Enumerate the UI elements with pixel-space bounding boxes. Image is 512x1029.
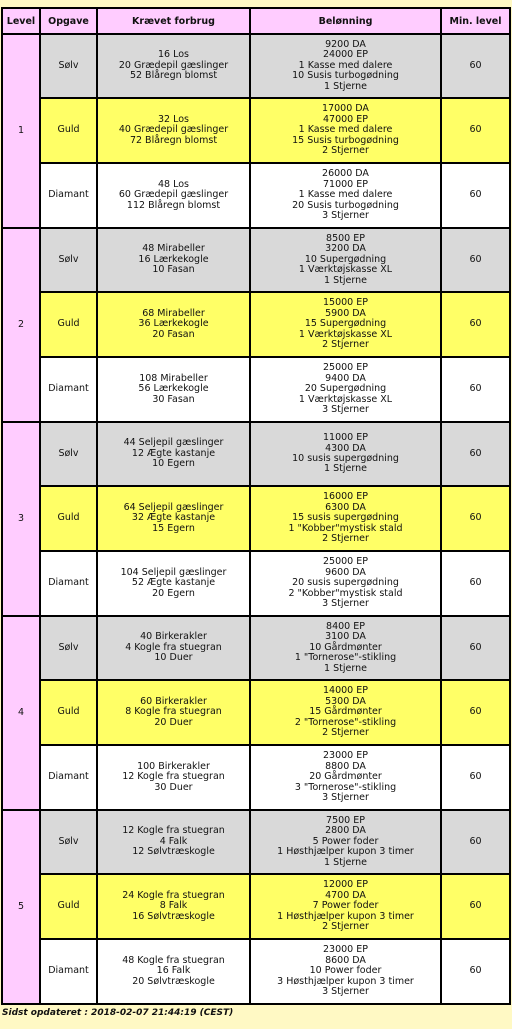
min-level-cell: 60 [442,99,509,162]
required-consumption-cell-line: 48 Kogle fra stuegran [122,954,225,966]
min-level-cell: 60 [442,487,509,550]
table-row [3,423,509,485]
table-row [3,293,509,356]
required-consumption-cell-line: 32 Los [158,113,189,125]
min-level-cell: 60 [442,811,509,873]
min-level-cell: 60 [442,552,509,615]
table-row [3,487,509,550]
table-row [3,35,509,97]
table-row [3,811,509,873]
reward-cell-line: 15 Supergødning [304,318,387,330]
task-table [1,7,511,1005]
reward-cell-line: 1 Værktøjskasse XL [298,328,393,340]
reward-cell-line: 3 Stjerner [322,210,369,222]
required-consumption-cell-line: 104 Seljepil gæslinger [120,566,227,578]
reward-cell-line: 17000 DA [322,103,369,115]
required-consumption-cell [98,99,249,162]
required-consumption-cell-line: 112 Blåregn blomst [126,199,221,211]
required-consumption-cell-line: 16 Sølvtræskogle [132,910,215,922]
required-consumption-cell-line: 44 Seljepil gæslinger [123,437,224,449]
reward-cell-line: 6300 DA [325,501,366,513]
reward-cell-line: 3 Stjerner [322,792,369,804]
required-consumption-cell [98,746,249,809]
required-consumption-cell [98,875,249,938]
required-consumption-cell [98,358,249,421]
table-row [3,617,509,679]
table-row [3,552,509,615]
min-level-cell: 60 [442,681,509,744]
reward-cell [251,552,440,615]
task-type-cell: Sølv [41,35,96,97]
reward-cell-line: 1 Kasse med dalere [298,124,393,136]
table-row [3,940,509,1003]
task-type-cell: Guld [41,487,96,550]
reward-cell-line: 20 Supergødning [304,383,387,395]
task-type-cell: Guld [41,293,96,356]
task-type-cell: Guld [41,875,96,938]
task-type-cell: Diamant [41,358,96,421]
min-level-cell: 60 [442,940,509,1003]
required-consumption-cell-line: 12 Kogle fra stuegran [122,771,225,783]
reward-cell-line: 2 "Kobber"mystisk stald [288,587,403,599]
required-consumption-cell-line: 108 Mirabeller [139,372,208,384]
required-consumption-cell-line: 20 Egern [152,587,195,599]
required-consumption-cell-line: 12 Sølvtræskogle [132,846,215,858]
required-consumption-cell-line: 10 Egern [152,458,195,470]
reward-cell-line: 71000 EP [323,178,368,190]
task-table-body [3,35,509,1003]
required-consumption-cell-line: 60 Birkerakler [140,695,207,707]
header-opgave: Opgave [41,9,96,33]
reward-cell-line: 20 susis supergødning [292,577,399,589]
required-consumption-cell-line: 40 Grædepil gæslinger [118,124,229,136]
header-row [3,9,509,33]
reward-cell-line: 8400 EP [326,620,365,632]
reward-cell-line: 2 Stjerner [322,145,369,157]
reward-cell-line: 12000 EP [323,879,368,891]
reward-cell-line: 47000 EP [323,113,368,125]
reward-cell-line: 2 Stjerner [322,921,369,933]
last-updated: Sidst opdateret : 2018-02-07 21:44:19 (CEST) [2,1008,234,1018]
required-consumption-cell-line: 32 Ægte kastanje [131,512,216,524]
level-cell: 2 [3,229,39,421]
reward-cell [251,99,440,162]
reward-cell-line: 4700 DA [325,889,366,901]
reward-cell-line: 26000 DA [322,168,369,180]
reward-cell-line: 10 Susis turbogødning [292,70,399,82]
reward-cell [251,875,440,938]
level-cell: 4 [3,617,39,809]
reward-cell-line: 1 Værktøjskasse XL [298,393,393,405]
reward-cell-line: 1 "Kobber"mystisk stald [288,522,403,534]
required-consumption-cell [98,229,249,291]
task-type-cell: Diamant [41,940,96,1003]
level-cell: 5 [3,811,39,1003]
min-level-cell: 60 [442,617,509,679]
required-consumption-cell-line: 56 Lærkekogle [138,383,209,395]
reward-cell [251,681,440,744]
reward-cell-line: 1 Stjerne [324,662,367,674]
reward-cell [251,746,440,809]
reward-cell-line: 20 Gårdmønter [309,771,382,783]
required-consumption-cell-line: 64 Seljepil gæslinger [123,501,224,513]
reward-cell-line: 2 "Tornerose"-stikling [294,716,397,728]
required-consumption-cell-line: 52 Ægte kastanje [131,577,216,589]
required-consumption-cell-line: 100 Birkerakler [137,760,210,772]
required-consumption-cell-line: 15 Egern [152,522,195,534]
reward-cell [251,35,440,97]
reward-cell-line: 2800 DA [325,825,366,837]
reward-cell [251,293,440,356]
reward-cell-line: 1 Stjerne [324,463,367,475]
required-consumption-cell-line: 16 Falk [156,965,191,977]
task-type-cell: Diamant [41,552,96,615]
header-level: Level [3,9,39,33]
task-type-cell: Sølv [41,811,96,873]
reward-cell-line: 24000 EP [323,49,368,61]
task-type-cell: Guld [41,99,96,162]
required-consumption-cell-line: 20 Duer [154,716,193,728]
reward-cell-line: 1 Høsthjælper kupon 3 timer [277,846,414,858]
reward-cell-line: 15 Gårdmønter [309,706,382,718]
required-consumption-cell-line: 40 Birkerakler [140,631,207,643]
reward-cell-line: 20 Susis turbogødning [292,199,399,211]
reward-cell [251,811,440,873]
reward-cell [251,358,440,421]
reward-cell-line: 1 Stjerne [324,274,367,286]
reward-cell-line: 14000 EP [323,685,368,697]
reward-cell-line: 10 susis supergødning [292,453,399,464]
reward-cell-line: 3200 DA [325,243,366,255]
reward-cell-line: 4300 DA [325,442,366,454]
min-level-cell: 60 [442,293,509,356]
reward-cell-line: 3100 DA [325,631,366,643]
reward-cell-line: 23000 EP [323,750,368,762]
required-consumption-cell-line: 48 Los [158,178,189,190]
required-consumption-cell-line: 8 Falk [159,900,188,912]
required-consumption-cell-line: 8 Kogle fra stuegran [125,706,222,718]
reward-cell-line: 8600 DA [325,954,366,966]
reward-cell-line: 7 Power foder [312,900,379,912]
reward-cell-line: 5300 DA [325,695,366,707]
required-consumption-cell [98,681,249,744]
reward-cell-line: 5 Power foder [312,835,379,847]
reward-cell [251,940,440,1003]
reward-cell-line: 3 Stjerner [322,986,369,998]
task-type-cell: Guld [41,681,96,744]
header-forbrug: Krævet forbrug [98,9,249,33]
reward-cell [251,487,440,550]
reward-cell-line: 8500 EP [326,232,365,244]
reward-cell-line: 2 Stjerner [322,533,369,545]
required-consumption-cell-line: 52 Blåregn blomst [129,70,218,82]
reward-cell [251,164,440,227]
reward-cell-line: 3 Stjerner [322,404,369,416]
task-type-cell: Diamant [41,746,96,809]
reward-cell-line: 1 "Tornerose"-stikling [294,652,397,664]
required-consumption-cell [98,35,249,97]
reward-cell-line: 2 Stjerner [322,727,369,739]
required-consumption-cell [98,552,249,615]
level-cell: 3 [3,423,39,615]
required-consumption-cell-line: 12 Kogle fra stuegran [122,825,225,837]
reward-cell-line: 10 Power foder [309,965,382,977]
reward-cell-line: 1 Værktøjskasse XL [298,264,393,276]
required-consumption-cell-line: 4 Falk [159,835,188,847]
required-consumption-cell-line: 48 Mirabeller [142,243,205,255]
required-consumption-cell-line: 12 Ægte kastanje [131,447,216,459]
task-type-cell: Sølv [41,617,96,679]
min-level-cell: 60 [442,229,509,291]
required-consumption-cell [98,617,249,679]
required-consumption-cell-line: 30 Duer [154,781,193,793]
reward-cell-line: 9600 DA [325,566,366,578]
required-consumption-cell [98,164,249,227]
min-level-cell: 60 [442,35,509,97]
min-level-cell: 60 [442,746,509,809]
required-consumption-cell-line: 36 Lærkekogle [138,318,209,330]
reward-cell-line: 16000 EP [323,491,368,503]
reward-cell-line: 9400 DA [325,372,366,384]
required-consumption-cell-line: 10 Fasan [152,264,195,276]
required-consumption-cell-line: 20 Grædepil gæslinger [118,59,229,71]
required-consumption-cell-line: 60 Grædepil gæslinger [118,189,229,201]
table-row [3,746,509,809]
reward-cell-line: 11000 EP [323,432,368,444]
reward-cell [251,229,440,291]
required-consumption-cell [98,487,249,550]
task-type-cell: Diamant [41,164,96,227]
required-consumption-cell-line: 4 Kogle fra stuegran [125,641,222,653]
required-consumption-cell-line: 20 Sølvtræskogle [132,975,215,987]
reward-cell-line: 3 "Tornerose"-stikling [294,781,397,793]
min-level-cell: 60 [442,423,509,485]
reward-cell-line: 1 Stjerne [324,856,367,868]
required-consumption-cell [98,811,249,873]
table-row [3,164,509,227]
required-consumption-cell-line: 20 Fasan [152,328,195,340]
table-row [3,358,509,421]
required-consumption-cell-line: 30 Fasan [152,393,195,405]
reward-cell-line: 25000 EP [323,362,368,374]
table-row [3,229,509,291]
table-row [3,681,509,744]
min-level-cell: 60 [442,358,509,421]
reward-cell-line: 8800 DA [325,760,366,772]
reward-cell-line: 3 Høsthjælper kupon 3 timer [277,975,414,987]
task-type-cell: Sølv [41,229,96,291]
level-cell: 1 [3,35,39,227]
task-type-cell: Sølv [41,423,96,485]
min-level-cell: 60 [442,164,509,227]
reward-cell-line: 1 Stjerne [324,80,367,92]
required-consumption-cell [98,293,249,356]
required-consumption-cell-line: 24 Kogle fra stuegran [122,889,225,901]
required-consumption-cell-line: 72 Blåregn blomst [129,134,218,146]
table-row [3,99,509,162]
reward-cell-line: 1 Høsthjælper kupon 3 timer [277,910,414,922]
reward-cell-line: 10 Gårdmønter [309,641,382,653]
reward-cell-line: 23000 EP [323,944,368,956]
reward-cell-line: 10 Supergødning [304,253,387,265]
reward-cell [251,423,440,485]
required-consumption-cell-line: 68 Mirabeller [142,307,205,319]
reward-cell-line: 25000 EP [323,556,368,568]
required-consumption-cell-line: 16 Lærkekogle [138,253,209,265]
reward-cell-line: 15 Susis turbogødning [292,134,399,146]
table-row [3,875,509,938]
reward-cell-line: 15000 EP [323,297,368,309]
required-consumption-cell-line: 10 Duer [154,652,193,664]
reward-cell-line: 2 Stjerner [322,339,369,351]
reward-cell-line: 3 Stjerner [322,598,369,610]
reward-cell-line: 9200 DA [325,38,366,50]
required-consumption-cell [98,423,249,485]
reward-cell-line: 5900 DA [325,307,366,319]
reward-cell-line: 1 Kasse med dalere [298,189,393,201]
required-consumption-cell [98,940,249,1003]
header-min-level: Min. level [442,9,509,33]
min-level-cell: 60 [442,875,509,938]
header-belonning: Belønning [251,9,440,33]
reward-cell-line: 1 Kasse med dalere [298,59,393,71]
reward-cell-line: 7500 EP [326,814,365,826]
reward-cell [251,617,440,679]
reward-cell-line: 15 susis supergødning [292,512,399,524]
required-consumption-cell-line: 16 Los [158,49,189,61]
